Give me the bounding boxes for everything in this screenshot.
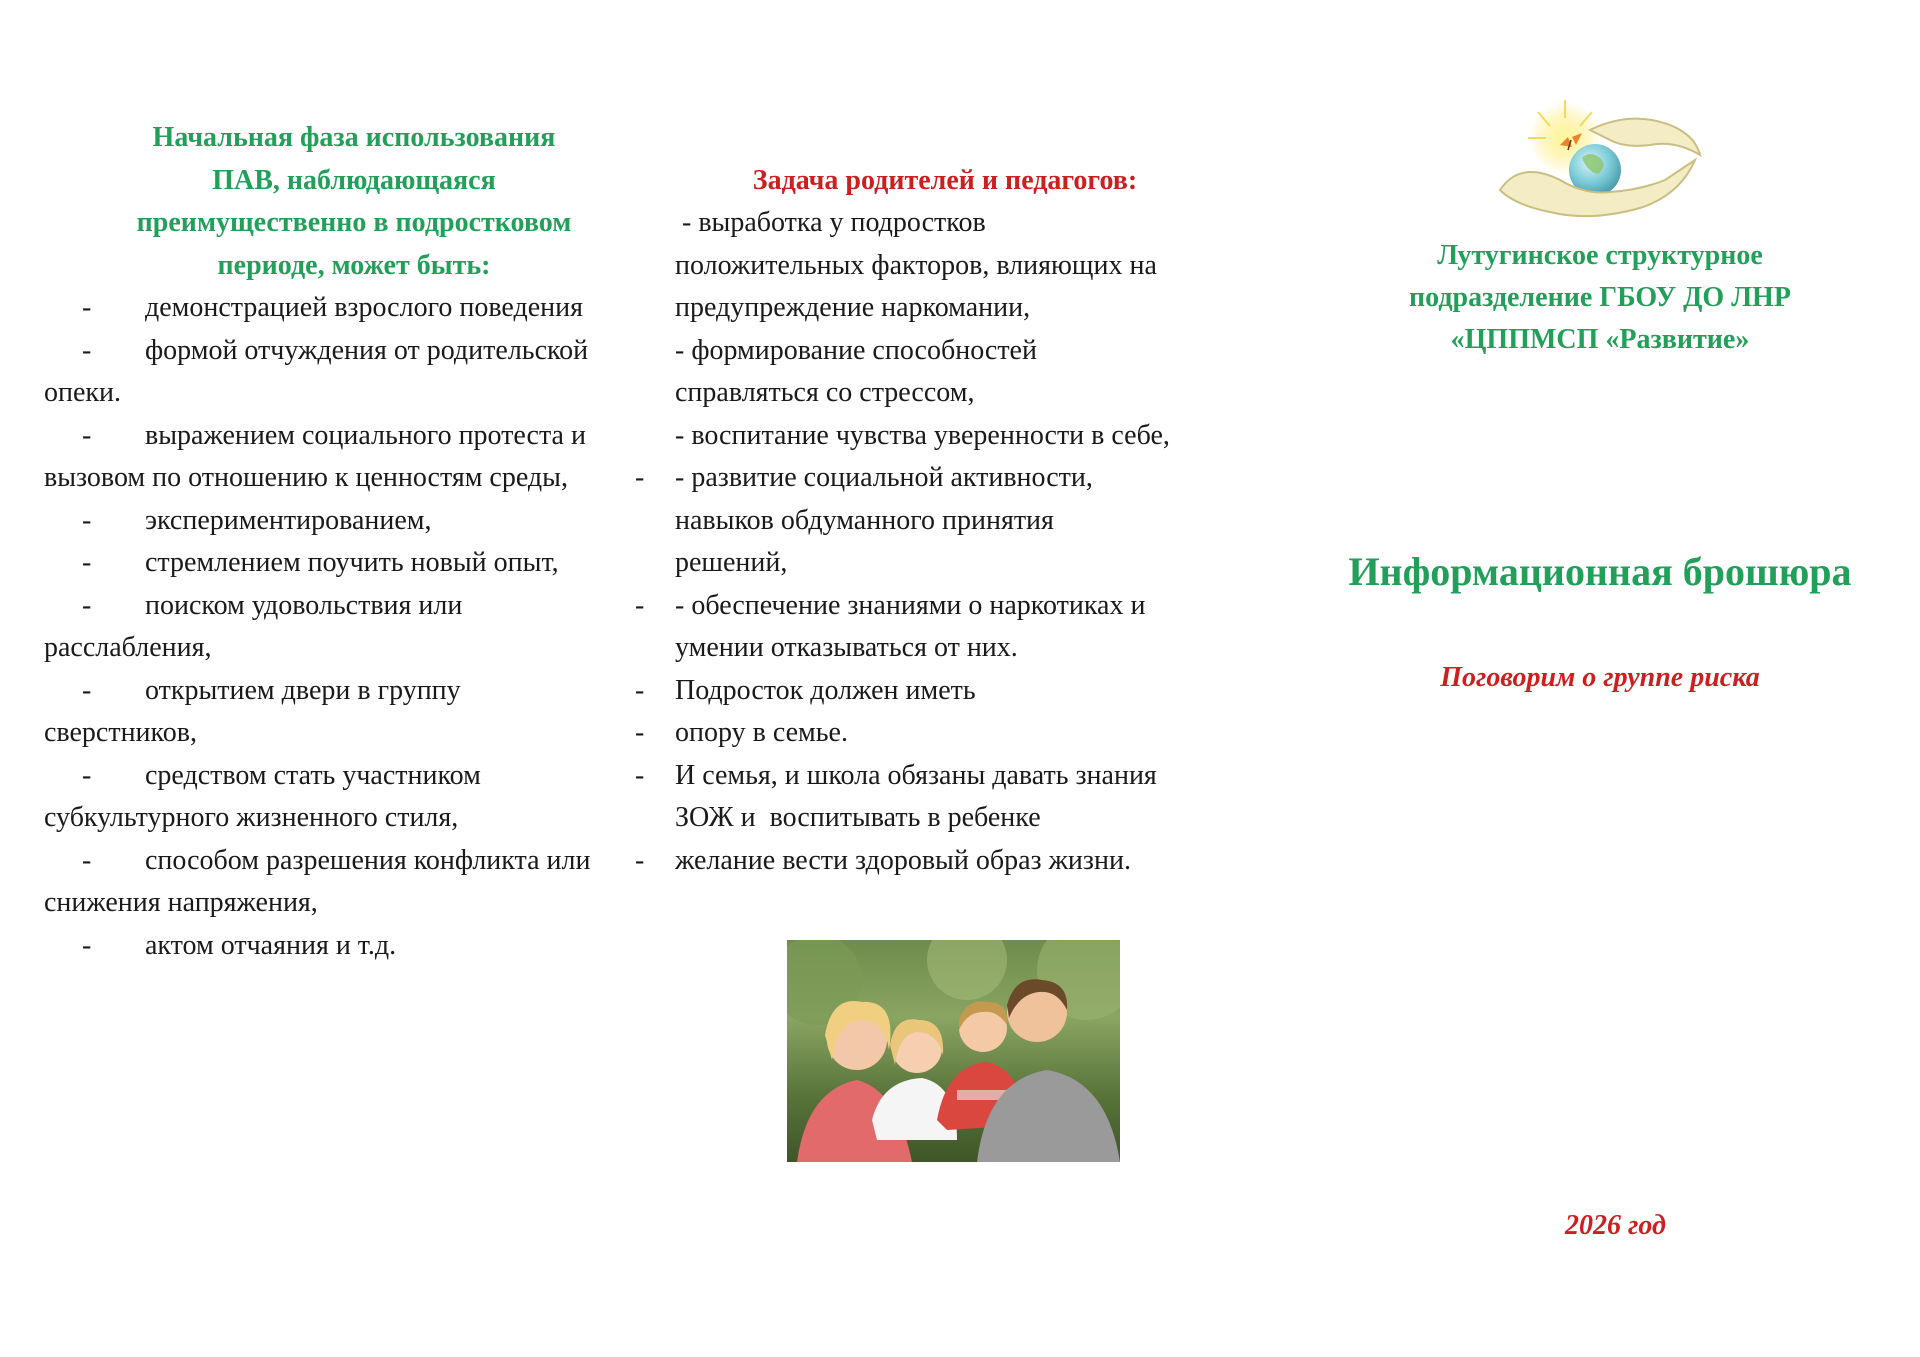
list-item — [44, 330, 619, 415]
middle-text-line-content: Подросток должен иметь — [675, 674, 976, 706]
middle-text-line — [675, 330, 1275, 373]
family-photo-illustration — [787, 940, 1120, 1162]
middle-text-line — [675, 287, 1275, 330]
middle-heading: Задача родителей и педагогов: — [752, 165, 1138, 196]
list-dash: - — [82, 674, 92, 706]
middle-text — [635, 202, 1275, 882]
middle-text-line — [635, 457, 1275, 500]
middle-text-line — [635, 585, 1275, 628]
left-heading-line: ПАВ, наблюдающаяся — [212, 164, 496, 196]
list-item-text: способом разрешения конфликта или снижения напряжения, — [44, 844, 591, 918]
list-item — [44, 287, 619, 330]
list-item-text: стремлением поучить новый опыт, — [145, 547, 559, 578]
middle-text-line-content: решений, — [675, 547, 788, 578]
list-item-text: выражением социального протеста и вызовом по отношению к ценностям среды, — [44, 419, 586, 493]
middle-text-line — [675, 500, 1275, 543]
brochure-title: Информационная брошюра — [1348, 549, 1852, 594]
middle-text-line — [675, 797, 1275, 840]
list-item — [44, 840, 619, 925]
list-dash: - — [82, 589, 92, 621]
middle-text-line — [675, 372, 1275, 415]
list-item-text: экспериментированием, — [145, 504, 432, 536]
list-item-text: актом отчаяния и т.д. — [145, 929, 397, 961]
list-dash: - — [82, 759, 92, 791]
organization-line: Лутугинское структурное — [1437, 240, 1763, 271]
middle-text-line-content: И семья, и школа обязаны давать знания — [675, 759, 1157, 791]
middle-text-line-content: навыков обдуманного принятия — [675, 504, 1054, 536]
hands-globe-logo-icon — [1490, 100, 1705, 230]
middle-text-line — [675, 627, 1275, 670]
middle-text-line-content: справляться со стрессом, — [675, 377, 975, 408]
list-dash: - — [82, 504, 92, 536]
list-dash: - — [82, 547, 92, 578]
middle-text-line — [635, 712, 1275, 755]
list-dash: - — [82, 844, 92, 876]
middle-text-line-content: - воспитание чувства уверенности в себе, — [675, 419, 1170, 451]
left-heading-line: периоде, может быть: — [217, 249, 491, 281]
middle-text-line-content: - выработка у подростков — [675, 207, 986, 238]
left-heading — [44, 117, 664, 287]
list-dash: - — [635, 759, 645, 791]
middle-text-line — [675, 202, 1275, 245]
middle-text-line-content: опору в семье. — [675, 717, 848, 748]
list-item — [44, 415, 619, 500]
middle-text-line — [635, 840, 1275, 883]
list-item — [44, 500, 619, 543]
organization-line: подразделение ГБОУ ДО ЛНР — [1409, 282, 1791, 313]
left-heading-line: преимущественно в подростковом — [136, 207, 572, 238]
list-item — [44, 925, 619, 968]
brochure-subtitle: Поговорим о группе риска — [1440, 662, 1760, 693]
list-item-text: средством стать участником субкультурного жизненного стиля, — [44, 759, 481, 833]
organization-name — [1310, 235, 1890, 361]
list-item-text: открытием двери в группу сверстников, — [44, 674, 461, 748]
family-photo — [787, 940, 1120, 1162]
organization-logo — [1490, 100, 1705, 230]
list-item — [44, 755, 619, 840]
list-dash: - — [82, 419, 92, 451]
list-item-text: демонстрацией взрослого поведения — [145, 292, 583, 323]
middle-text-line-content: предупреждение наркомании, — [675, 292, 1031, 323]
middle-text-line-content: ЗОЖ и воспитывать в ребенке — [675, 802, 1041, 833]
list-item — [44, 542, 619, 585]
list-dash: - — [635, 674, 645, 706]
middle-text-line-content: - формирование способностей — [675, 334, 1037, 366]
middle-text-line — [635, 670, 1275, 713]
middle-text-line-content: положительных факторов, влияющих на — [675, 249, 1157, 281]
list-dash: - — [635, 589, 645, 621]
list-dash: - — [635, 844, 645, 876]
middle-text-line — [675, 245, 1275, 288]
list-dash: - — [635, 717, 645, 748]
year-label: 2026 год — [1565, 1210, 1666, 1241]
middle-text-line-content: умении отказываться от них. — [675, 632, 1018, 663]
middle-text-line — [675, 542, 1275, 585]
middle-text-line-content: - развитие социальной активности, — [675, 462, 1093, 493]
middle-text-line — [635, 755, 1275, 798]
middle-text-line-content: желание вести здоровый образ жизни. — [675, 844, 1131, 876]
left-heading-line: Начальная фаза использования — [152, 122, 556, 153]
middle-text-line-content: - обеспечение знаниями о наркотиках и — [675, 589, 1146, 621]
list-item — [44, 585, 619, 670]
list-dash: - — [82, 334, 92, 366]
list-item-text: поиском удовольствия или расслабления, — [44, 589, 463, 663]
list-dash: - — [82, 929, 92, 961]
list-dash: - — [82, 292, 92, 323]
list-item — [44, 670, 619, 755]
list-dash: - — [635, 462, 645, 493]
list-item-text: формой отчуждения от родительской опеки. — [44, 334, 589, 408]
middle-text-line — [675, 415, 1275, 458]
organization-line: «ЦППМСП «Развитие» — [1450, 324, 1750, 355]
left-list — [44, 287, 619, 967]
